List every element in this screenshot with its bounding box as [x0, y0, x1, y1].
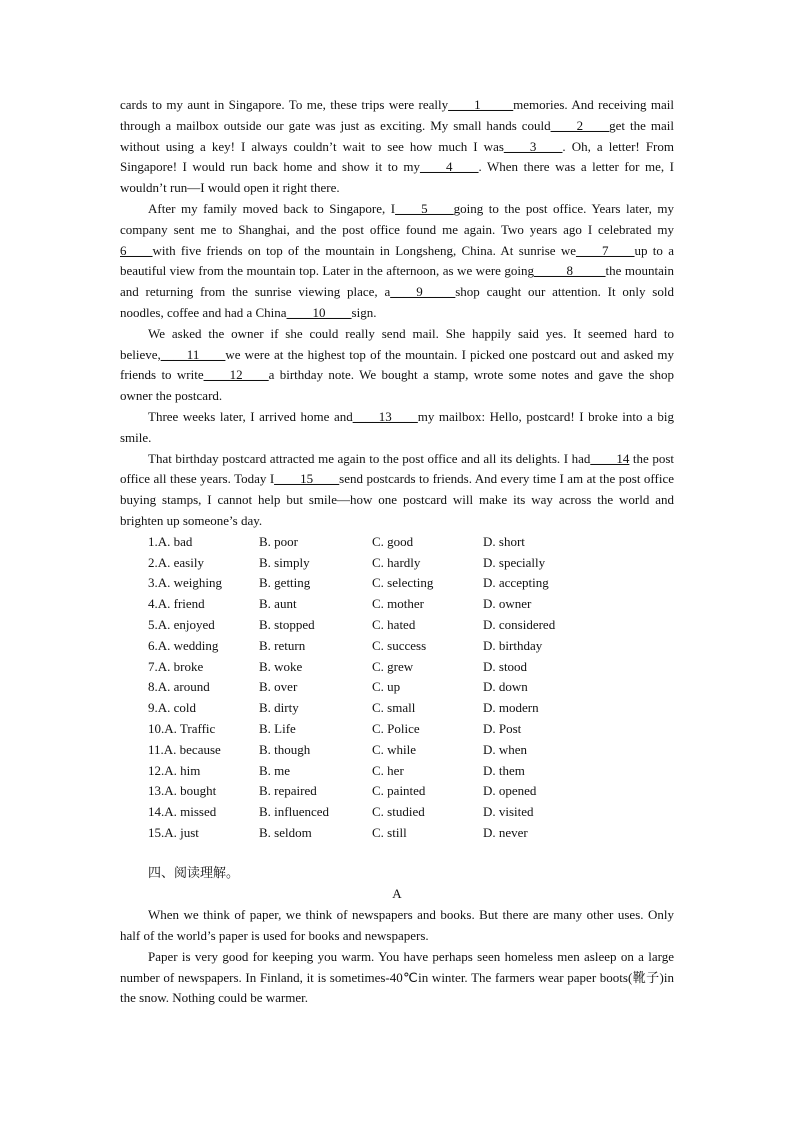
option-b: B. stopped [259, 616, 315, 632]
blank-5: ____5____ [395, 200, 454, 216]
option-a: 10.A. Traffic [148, 720, 216, 736]
text: up to a beautiful view from the mountain top. Later in the afternoon, as we were going [120, 242, 674, 279]
option-a: 6.A. wedding [148, 637, 219, 653]
text: Three weeks later, I arrived home and [148, 408, 353, 424]
option-row [120, 573, 674, 594]
option-d: D. when [483, 741, 528, 757]
option-a: 11.A. because [148, 741, 221, 757]
option-a: 14.A. missed [148, 804, 217, 820]
option-row [120, 636, 674, 657]
option-b: B. Life [259, 720, 296, 736]
blank-1: ____1_____ [448, 97, 514, 112]
text: get the mail without using a key! I always couldn’t wait to see how much I was [120, 117, 674, 154]
text: we were at the highest top of the mountain. I picked one postcard out and asked my friends to write [120, 346, 674, 383]
option-row [120, 719, 674, 740]
option-row [120, 781, 674, 802]
text: a birthday note. We bought a stamp, wrote some notes and gave the shop owner the postcard. [120, 367, 675, 404]
option-c: C. hardly [372, 554, 421, 570]
option-row [120, 594, 674, 615]
text: the post office all these years. Today I [120, 450, 674, 487]
text: . When there was a letter for me, I wouldn’t run—I would open it right there. [120, 159, 674, 196]
option-a: 12.A. him [148, 762, 201, 778]
blank-9: ____9_____ [390, 284, 456, 300]
text: send postcards to friends. And every time I am at the post office buying stamps, I cannot help but smile—how one postcard will make its way across the world and brighten up someone’s day. [120, 471, 674, 528]
option-d: D. stood [483, 658, 528, 674]
blank-6: 6____ [120, 242, 153, 258]
option-d: D. opened [483, 783, 537, 799]
option-c: C. Police [372, 720, 420, 736]
option-d: D. down [483, 679, 528, 695]
option-row [120, 553, 674, 574]
option-c: C. hated [372, 616, 416, 632]
option-b: B. repaired [259, 783, 317, 799]
option-row [120, 532, 674, 553]
option-c: C. good [372, 533, 414, 549]
option-b: B. aunt [259, 596, 297, 612]
option-a: 7.A. broke [148, 658, 204, 674]
text: cards to my aunt in Singapore. To me, these trips were really [120, 97, 449, 112]
blank-2: ____2____ [550, 117, 610, 133]
option-row [120, 761, 674, 782]
blank-7: ____7____ [576, 242, 635, 258]
text: sign. [351, 304, 377, 320]
option-d: D. considered [483, 616, 556, 632]
option-b: B. me [259, 762, 291, 778]
reading-paragraph-1: When we think of paper, we think of newspapers and books. But there are many other uses. Only half of the world’s paper is used for books and newspapers. [120, 907, 674, 944]
option-c: C. small [372, 700, 416, 716]
blank-14: ____14 [590, 450, 630, 466]
option-b: B. poor [259, 533, 298, 549]
passage-paragraph-1 [120, 95, 674, 199]
blank-8: _____8_____ [534, 263, 606, 279]
option-c: C. selecting [372, 575, 434, 591]
option-d: D. accepting [483, 575, 549, 591]
option-d: D. specially [483, 554, 546, 570]
text: my mailbox: Hello, postcard! I broke into a big smile. [120, 408, 674, 445]
blank-3: ____3____ [503, 138, 563, 154]
document-page [120, 95, 674, 1009]
option-c: C. up [372, 679, 401, 695]
blank-11: ____11____ [160, 346, 226, 362]
option-a: 3.A. weighing [148, 575, 223, 591]
blank-12: ____12____ [203, 367, 269, 383]
blank-13: ____13____ [352, 408, 418, 424]
option-row [120, 823, 674, 844]
option-a: 2.A. easily [148, 554, 204, 570]
option-a: 13.A. bought [148, 783, 217, 799]
option-a: 1.A. bad [148, 533, 193, 549]
option-b: B. woke [259, 658, 303, 674]
option-d: D. visited [483, 804, 534, 820]
option-a: 9.A. cold [148, 700, 197, 716]
text: We asked the owner if she could really send mail. She happily said yes. It seemed hard to believe, [120, 325, 674, 362]
option-b: B. return [259, 637, 306, 653]
section-title: 四、阅读理解。 [148, 865, 240, 881]
option-row [120, 698, 674, 719]
text: After my family moved back to Singapore, I [148, 200, 396, 216]
option-row [120, 677, 674, 698]
option-a: 8.A. around [148, 679, 210, 695]
option-c: C. mother [372, 596, 424, 612]
option-d: D. birthday [483, 637, 543, 653]
option-c: C. her [372, 762, 404, 778]
part-label: A [392, 886, 402, 902]
option-b: B. influenced [259, 804, 330, 820]
text: with five friends on top of the mountain in Longsheng, China. At sunrise we [152, 242, 576, 258]
option-a: 4.A. friend [148, 596, 205, 612]
option-a: 15.A. just [148, 824, 199, 840]
option-b: B. dirty [259, 700, 299, 716]
option-row [120, 615, 674, 636]
option-d: D. owner [483, 596, 532, 612]
option-c: C. still [372, 824, 407, 840]
option-b: B. getting [259, 575, 311, 591]
option-c: C. success [372, 637, 427, 653]
option-c: C. painted [372, 783, 426, 799]
passage-paragraph-2 [120, 199, 674, 324]
text: going to the post office. Years later, my company sent me to Shanghai, and the post office found me again. Two years ago I celebrated my [120, 200, 674, 237]
option-b: B. seldom [259, 824, 312, 840]
options-table [120, 532, 674, 844]
passage-paragraph-4 [120, 407, 674, 449]
option-d: D. them [483, 762, 525, 778]
passage-paragraph-3 [120, 324, 674, 407]
option-d: D. Post [483, 720, 522, 736]
option-d: D. modern [483, 700, 539, 716]
option-d: D. short [483, 533, 525, 549]
option-a: 5.A. enjoyed [148, 616, 215, 632]
option-c: C. while [372, 741, 417, 757]
option-row [120, 802, 674, 823]
text: . Oh, a letter! From Singapore! I would run back home and show it to my [120, 138, 674, 175]
text: the mountain and returning from the sunrise viewing place, a [120, 263, 674, 300]
option-c: C. grew [372, 658, 414, 674]
option-row [120, 657, 674, 678]
option-b: B. though [259, 741, 311, 757]
option-b: B. simply [259, 554, 310, 570]
blank-4: ____4____ [419, 159, 479, 175]
reading-paragraph-2: Paper is very good for keeping you warm. You have perhaps seen homeless men asleep on a large number of newspapers. In Finland, it is sometimes-40℃in winter. The farmers wear paper boots(靴子)in the snow. Nothing could be warmer. [120, 948, 674, 1006]
option-c: C. studied [372, 804, 425, 820]
text: memories. And receiving mail through a mailbox outside our gate was just as exciting. My small hands could [120, 97, 674, 133]
option-d: D. never [483, 824, 528, 840]
option-row [120, 740, 674, 761]
text: shop caught our attention. It only sold noodles, coffee and had a China [120, 284, 674, 320]
passage-paragraph-5 [120, 449, 674, 532]
text: That birthday postcard attracted me again to the post office and all its delights. I had [148, 450, 591, 466]
blank-15: ____15____ [274, 471, 340, 487]
blank-10: ____10____ [286, 304, 352, 320]
option-b: B. over [259, 679, 298, 695]
